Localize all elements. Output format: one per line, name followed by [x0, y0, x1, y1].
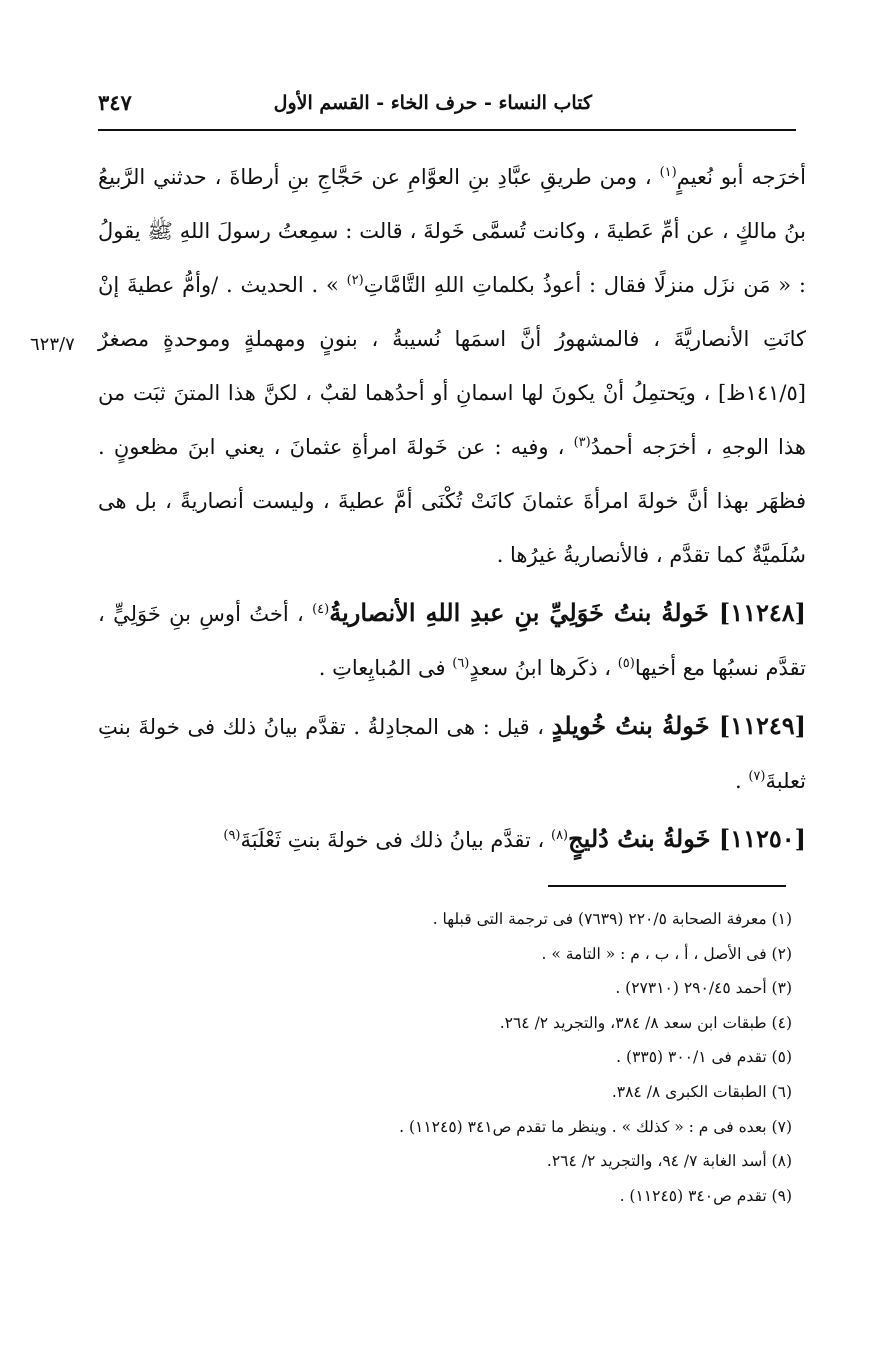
footnote-ref: (٧): [748, 769, 766, 784]
paragraph-intro: [98, 150, 806, 582]
footnote-item: (٥) تقدم فى ٣٠٠/١ (٣٣٥) .: [616, 1048, 792, 1067]
footnote-item: (٦) الطبقات الكبرى ٨/ ٣٨٤.: [611, 1082, 792, 1101]
entry-number: [١١٢٤٨]: [718, 598, 806, 627]
text-run: فى المُبايِعاتِ .: [318, 656, 453, 680]
text-run: .: [734, 769, 749, 793]
entry-11249: [98, 699, 806, 808]
footnote-item: (٣) أحمد ٢٩٠/٤٥ (٢٧٣١٠) .: [615, 979, 792, 998]
entry-11248: [98, 586, 806, 695]
footnote-item: (٧) بعده فى م : « كذلك » . وينظر ما تقدم ص٣٤١ (١١٢٤٥) .: [399, 1117, 792, 1136]
footnote-item: (٩) تقدم ص٣٤٠ (١١٢٤٥) .: [619, 1186, 792, 1205]
footnote-ref: (٤): [312, 602, 330, 617]
text-run: ، وفيه : عن خَولةَ امرأةِ عثمانَ ، يعني ابنَ مظعونٍ . فظهَر بهذا أنَّ خولةَ امرأةَ عثمانَ كانَتْ تُكْنَى أمَّ عطيةَ ، وليست أنصاريةً ، بل هى سُلَميَّةٌ كما تقدَّم ، فالأنصاريةُ غيرُها .: [98, 435, 806, 567]
footnote-item: (١) معرفة الصحابة ٢٢٠/٥ (٧٦٣٩) فى ترجمة التى قبلها .: [432, 910, 792, 928]
entry-name: خَولةُ بنتُ خُويلدٍ: [551, 711, 719, 740]
footnote-ref: (٦): [452, 656, 470, 671]
main-text: [98, 150, 806, 867]
running-title: كتاب النساء - حرف الخاء - القسم الأول: [273, 92, 592, 114]
footnote-ref: (٩): [223, 828, 241, 843]
entry-name: خَولةُ بنتُ خَوَلِيِّ بنِ عبدِ اللهِ الأنصاريةُ: [329, 598, 719, 627]
footnotes: [300, 902, 792, 1213]
footnote-item: (٢) فى الأصل ، أ ، ب ، م : « التامة » .: [541, 944, 792, 963]
footnote-separator: [548, 885, 786, 887]
running-header: [98, 86, 796, 126]
footnote-ref: (٨): [550, 828, 569, 843]
footnote-ref: (٢): [346, 273, 364, 288]
footnote-item: (٨) أسد الغابة ٧/ ٩٤، والتجريد ٢/ ٢٦٤.: [546, 1152, 792, 1171]
entry-name: خَولةُ بنتُ دُليجٍ: [568, 824, 719, 853]
footnote-ref: (٥): [617, 656, 635, 671]
margin-reference: ٦٢٣/٧: [30, 334, 75, 355]
footnote-ref: (٣): [573, 435, 591, 450]
header-rule: [98, 129, 796, 131]
entry-11250: [98, 812, 806, 867]
entry-number: [١١٢٥٠]: [718, 824, 806, 853]
page-number: ٣٤٧: [98, 90, 132, 115]
text-run: ، تقدَّم بيانُ ذلك فى خولةَ بنتِ ثَعْلَبَةَ: [240, 828, 551, 852]
footnote-ref: (١): [659, 165, 677, 180]
text-run: ، ذكَرها ابنُ سعدٍ: [469, 656, 618, 680]
footnote-item: (٤) طبقات ابن سعد ٨/ ٣٨٤، والتجريد ٢/ ٢٦٤.: [499, 1013, 792, 1032]
text-run: ، ومن طريقِ عبَّادِ بنِ العوَّامِ عن حَجَّاجِ بنِ أرطاةَ ، حدثني الرَّبيعُ بنُ مالكٍ ، عن أمِّ عَطيةَ ، وكانت تُسمَّى خَولةَ ، قالت : سمِعتُ رسولَ اللهِ ﷺ يقولُ : « مَن نزَل منزلًا فقال : أعوذُ بكلماتِ اللهِ التَّامَّاتِ: [98, 165, 806, 297]
text-run: أخرَجه أبو نُعيمٍ: [676, 165, 806, 189]
text-run: » . الحديث . /وأمُّ عطيةَ إنْ كانَتِ الأنصاريَّةَ ، فالمشهورُ أنَّ اسمَها نُسيبةُ ، بنونٍ ومهملةٍ وموحدةٍ مصغرٌ [١٤١/٥ظ] ، ويَحتمِلُ أنْ يكونَ لها اسمانِ أو أحدُهما لقبٌ ، لكنَّ هذا المتنَ ثبَت من هذا الوجهِ ، أخرَجه أحمدُ: [98, 273, 806, 459]
text-run: ، قيل : هى المجادِلةُ . تقدَّم بيانُ ذلك فى خولةَ بنتِ ثعلبةَ: [98, 715, 806, 793]
text-run: ، أختُ أوسِ بنِ خَوَلِيٍّ ، تقدَّم نسبُها مع أخيها: [98, 602, 806, 680]
entry-number: [١١٢٤٩]: [718, 711, 806, 740]
